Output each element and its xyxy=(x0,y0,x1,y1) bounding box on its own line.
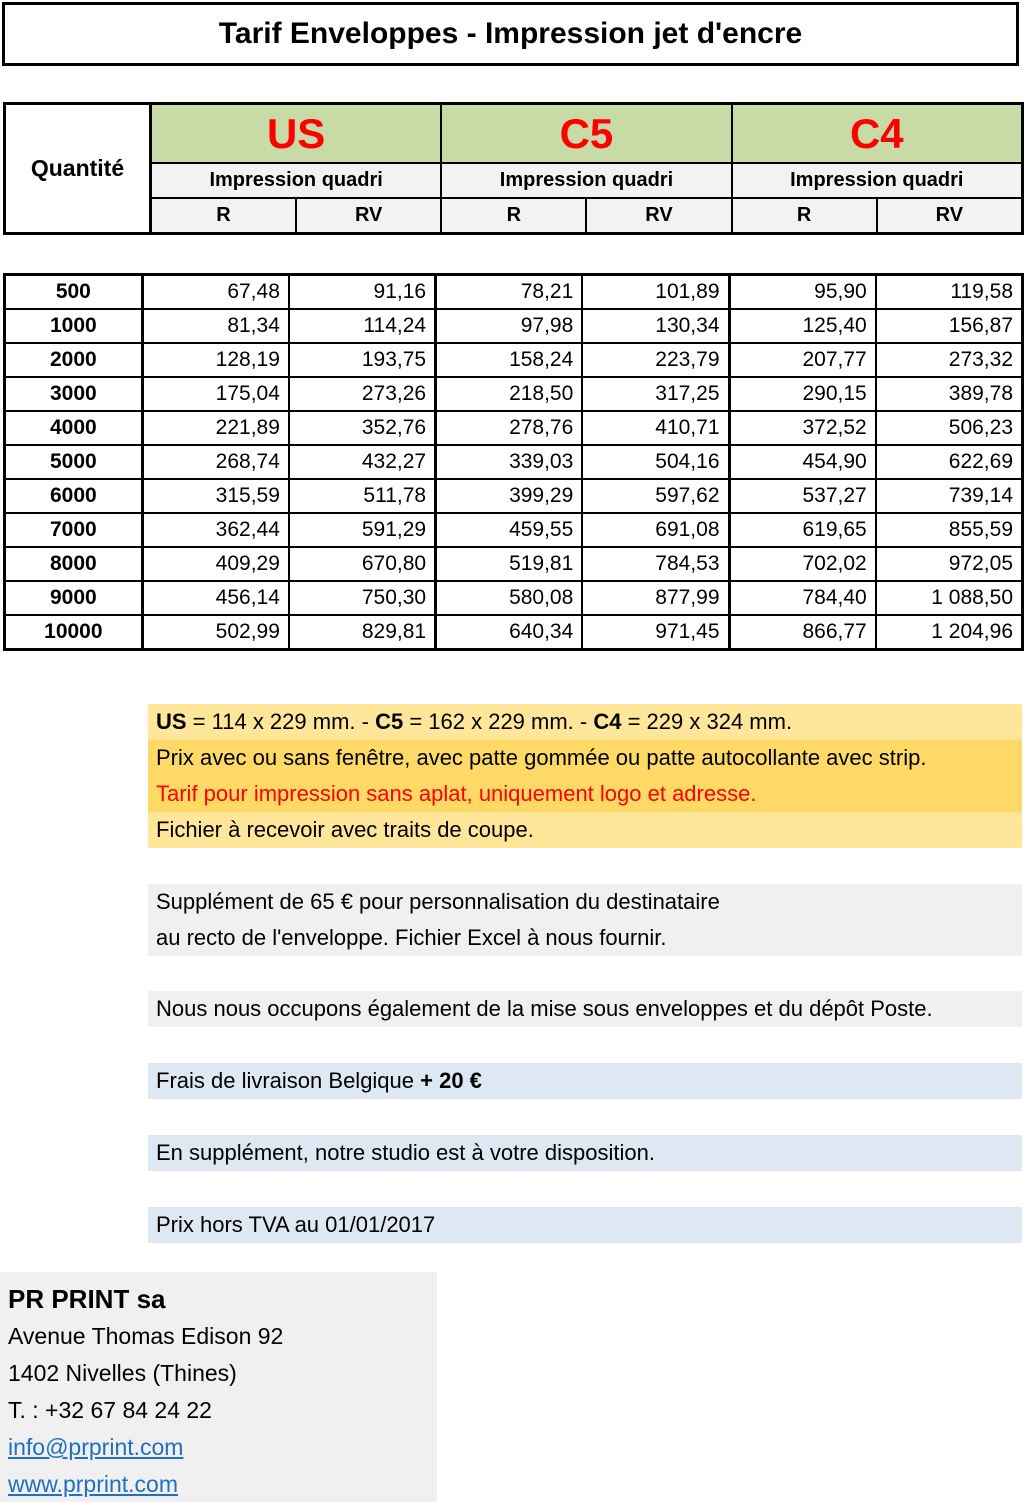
price-cell: 223,79 xyxy=(582,343,729,377)
price-cell: 114,24 xyxy=(289,309,436,343)
note-personalization-line2: au recto de l'enveloppe. Fichier Excel à nous fournir. xyxy=(156,925,667,950)
note-crop-marks: Fichier à recevoir avec traits de coupe. xyxy=(148,812,1022,848)
quantity-cell: 10000 xyxy=(5,615,143,650)
price-cell: 619,65 xyxy=(729,513,876,547)
side-row xyxy=(5,198,1023,234)
price-cell: 221,89 xyxy=(142,411,289,445)
price-row xyxy=(5,377,1023,411)
price-row xyxy=(5,615,1023,650)
price-cell: 691,08 xyxy=(582,513,729,547)
price-cell: 128,19 xyxy=(142,343,289,377)
price-cell: 290,15 xyxy=(729,377,876,411)
quantity-cell: 4000 xyxy=(5,411,143,445)
price-cell: 125,40 xyxy=(729,309,876,343)
quantity-cell: 8000 xyxy=(5,547,143,581)
footer-company-info xyxy=(0,1272,437,1502)
price-cell: 81,34 xyxy=(142,309,289,343)
price-cell: 670,80 xyxy=(289,547,436,581)
col-c5-r: R xyxy=(441,198,586,234)
price-cell: 1 088,50 xyxy=(876,581,1023,615)
price-cell: 502,99 xyxy=(142,615,289,650)
quantity-cell: 9000 xyxy=(5,581,143,615)
pricing-table-body xyxy=(5,275,1023,650)
quantity-cell: 7000 xyxy=(5,513,143,547)
price-cell: 218,50 xyxy=(436,377,583,411)
subheader-c4-cell: Impression quadri xyxy=(732,163,1023,198)
print-type-row xyxy=(5,163,1023,198)
price-cell: 784,53 xyxy=(582,547,729,581)
price-cell: 504,16 xyxy=(582,445,729,479)
note-vat-date: Prix hors TVA au 01/01/2017 xyxy=(148,1207,1022,1243)
size-c5-label: C5 xyxy=(375,709,404,734)
price-cell: 506,23 xyxy=(876,411,1023,445)
price-cell: 739,14 xyxy=(876,479,1023,513)
company-phone: T. : +32 67 84 24 22 xyxy=(8,1397,212,1423)
page-title: Tarif Enveloppes - Impression jet d'encre xyxy=(218,17,803,50)
price-cell: 459,55 xyxy=(436,513,583,547)
col-us-rv: RV xyxy=(296,198,441,234)
price-cell: 130,34 xyxy=(582,309,729,343)
price-cell: 866,77 xyxy=(729,615,876,650)
price-row xyxy=(5,513,1023,547)
price-cell: 855,59 xyxy=(876,513,1023,547)
price-cell: 580,08 xyxy=(436,581,583,615)
quantity-cell: 6000 xyxy=(5,479,143,513)
price-cell: 537,27 xyxy=(729,479,876,513)
price-cell: 156,87 xyxy=(876,309,1023,343)
price-cell: 352,76 xyxy=(289,411,436,445)
note-studio: En supplément, notre studio est à votre disposition. xyxy=(148,1135,1022,1171)
price-cell: 158,24 xyxy=(436,343,583,377)
note-personalization-line1: Supplément de 65 € pour personnalisation du destinataire xyxy=(156,889,720,914)
quantity-cell: 1000 xyxy=(5,309,143,343)
price-cell: 622,69 xyxy=(876,445,1023,479)
price-cell: 410,71 xyxy=(582,411,729,445)
price-cell: 273,32 xyxy=(876,343,1023,377)
price-cell: 119,58 xyxy=(876,275,1023,310)
price-cell: 372,52 xyxy=(729,411,876,445)
price-cell: 78,21 xyxy=(436,275,583,310)
price-cell: 597,62 xyxy=(582,479,729,513)
note-flat-rate-warning: Tarif pour impression sans aplat, uniquement logo et adresse. xyxy=(148,776,1022,812)
price-cell: 399,29 xyxy=(436,479,583,513)
price-cell: 784,40 xyxy=(729,581,876,615)
price-row xyxy=(5,411,1023,445)
pricing-header-table xyxy=(3,102,1024,235)
price-cell: 67,48 xyxy=(142,275,289,310)
price-cell: 519,81 xyxy=(436,547,583,581)
price-cell: 829,81 xyxy=(289,615,436,650)
format-c5-cell: C5 xyxy=(441,104,731,164)
note-envelope-sizes: US = 114 x 229 mm. - C5 = 162 x 229 mm. - C4 = 229 x 324 mm. xyxy=(148,704,1022,740)
price-cell: 268,74 xyxy=(142,445,289,479)
quantity-header-cell: Quantité xyxy=(5,104,151,234)
price-cell: 175,04 xyxy=(142,377,289,411)
format-c4-cell: C4 xyxy=(732,104,1023,164)
format-us-cell: US xyxy=(150,104,441,164)
price-row xyxy=(5,275,1023,310)
pricing-table xyxy=(3,273,1024,651)
format-row xyxy=(5,104,1023,164)
price-cell: 317,25 xyxy=(582,377,729,411)
subheader-c5-cell: Impression quadri xyxy=(441,163,731,198)
price-cell: 278,76 xyxy=(436,411,583,445)
price-cell: 101,89 xyxy=(582,275,729,310)
price-cell: 315,59 xyxy=(142,479,289,513)
price-row xyxy=(5,479,1023,513)
price-cell: 591,29 xyxy=(289,513,436,547)
price-cell: 702,02 xyxy=(729,547,876,581)
price-cell: 432,27 xyxy=(289,445,436,479)
price-cell: 1 204,96 xyxy=(876,615,1023,650)
price-cell: 877,99 xyxy=(582,581,729,615)
col-us-r: R xyxy=(150,198,296,234)
price-cell: 972,05 xyxy=(876,547,1023,581)
col-c4-r: R xyxy=(732,198,877,234)
quantity-cell: 2000 xyxy=(5,343,143,377)
subheader-us-cell: Impression quadri xyxy=(150,163,441,198)
price-row xyxy=(5,547,1023,581)
email-link[interactable]: info@prprint.com xyxy=(8,1434,184,1460)
price-cell: 207,77 xyxy=(729,343,876,377)
price-cell: 193,75 xyxy=(289,343,436,377)
company-address-city: 1402 Nivelles (Thines) xyxy=(8,1360,237,1386)
note-personalization xyxy=(148,884,1022,956)
price-row xyxy=(5,581,1023,615)
price-cell: 389,78 xyxy=(876,377,1023,411)
size-c4-label: C4 xyxy=(593,709,622,734)
price-cell: 454,90 xyxy=(729,445,876,479)
price-cell: 456,14 xyxy=(142,581,289,615)
price-cell: 362,44 xyxy=(142,513,289,547)
quantity-cell: 3000 xyxy=(5,377,143,411)
note-mailing-service: Nous nous occupons également de la mise sous enveloppes et du dépôt Poste. xyxy=(148,991,1022,1027)
price-cell: 971,45 xyxy=(582,615,729,650)
price-cell: 339,03 xyxy=(436,445,583,479)
quantity-cell: 5000 xyxy=(5,445,143,479)
price-cell: 97,98 xyxy=(436,309,583,343)
website-link[interactable]: www.prprint.com xyxy=(8,1471,178,1497)
title-box xyxy=(2,2,1019,66)
col-c5-rv: RV xyxy=(586,198,731,234)
note-window-options: Prix avec ou sans fenêtre, avec patte gommée ou patte autocollante avec strip. xyxy=(148,740,1022,776)
note-delivery-fee: Frais de livraison Belgique + 20 € xyxy=(148,1063,1022,1099)
price-cell: 273,26 xyxy=(289,377,436,411)
price-cell: 750,30 xyxy=(289,581,436,615)
col-c4-rv: RV xyxy=(877,198,1023,234)
note-envelope-specs xyxy=(148,704,1022,848)
price-cell: 91,16 xyxy=(289,275,436,310)
size-us-label: US xyxy=(156,709,187,734)
company-name: PR PRINT sa xyxy=(8,1284,166,1314)
price-row xyxy=(5,343,1023,377)
price-cell: 511,78 xyxy=(289,479,436,513)
price-cell: 409,29 xyxy=(142,547,289,581)
price-row xyxy=(5,309,1023,343)
company-address-street: Avenue Thomas Edison 92 xyxy=(8,1323,284,1349)
delivery-price: + 20 € xyxy=(420,1068,482,1093)
price-row xyxy=(5,445,1023,479)
price-cell: 640,34 xyxy=(436,615,583,650)
quantity-cell: 500 xyxy=(5,275,143,310)
price-cell: 95,90 xyxy=(729,275,876,310)
